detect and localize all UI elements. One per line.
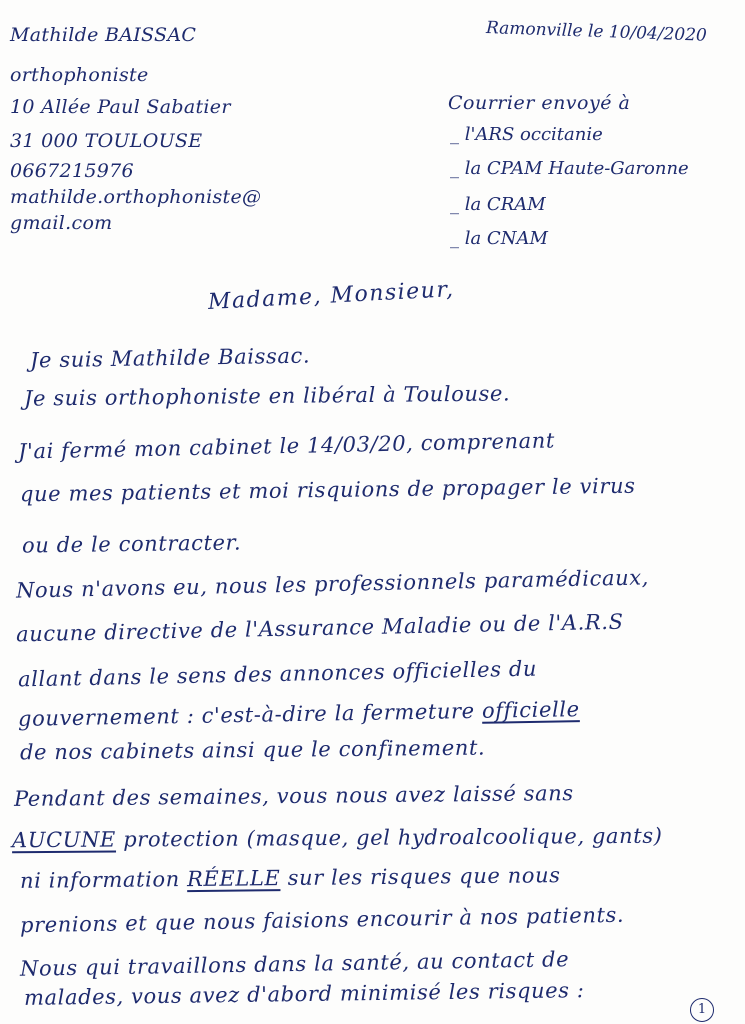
body-line [18, 697, 580, 731]
body-text: gouvernement : c'est-à-dire la fermeture [17, 698, 483, 731]
underlined-word: AUCUNE [11, 827, 117, 853]
body-line: ou de le contracter. [21, 530, 242, 558]
body-line: Nous n'avons eu, nous les professionnels paramédicaux, [15, 565, 650, 603]
recipients-heading: Courrier envoyé à [448, 92, 631, 114]
salutation: Madame, Monsieur, [207, 277, 456, 315]
body-line [12, 824, 663, 853]
recipient-item: _ l'ARS occitanie [450, 124, 603, 145]
sender-email-part-2: gmail.com [10, 212, 113, 234]
body-line: que mes patients et moi risquions de propager le virus [19, 473, 636, 507]
recipient-item: _ la CRAM [450, 194, 546, 215]
body-text: sur les risques que nous [280, 863, 561, 891]
sender-phone: 0667215976 [10, 160, 134, 182]
body-line: de nos cabinets ainsi que le confinement. [19, 735, 486, 765]
sender-street: 10 Allée Paul Sabatier [10, 96, 231, 118]
sender-email-part-1: mathilde.orthophoniste@ [10, 186, 262, 208]
recipient-item: _ la CNAM [450, 228, 548, 249]
underlined-word: RÉELLE [186, 866, 281, 892]
body-line: Je suis Mathilde Baissac. [29, 343, 311, 373]
recipient-item: _ la CPAM Haute-Garonne [450, 158, 689, 179]
body-line: J'ai fermé mon cabinet le 14/03/20, comprenant [17, 428, 556, 464]
body-line: malades, vous avez d'abord minimisé les risques : [23, 978, 585, 1010]
place-and-date: Ramonville le 10/04/2020 [485, 18, 708, 46]
body-line: allant dans le sens des annonces officielles du [17, 656, 538, 692]
body-line: prenions et que nous faisions encourir à nos patients. [19, 902, 625, 938]
body-line: Nous qui travaillons dans la santé, au contact de [19, 947, 570, 981]
page-number: 1 [690, 998, 714, 1022]
body-text: ni information [19, 867, 188, 893]
body-line: Je suis orthophoniste en libéral à Toulouse. [23, 381, 511, 411]
body-text: protection (masque, gel hydroalcoolique, gants) [115, 823, 663, 852]
body-line: Pendant des semaines, vous nous avez laissé sans [13, 781, 574, 811]
sender-profession: orthophoniste [10, 64, 149, 86]
sender-city: 31 000 TOULOUSE [10, 130, 203, 152]
sender-name: Mathilde BAISSAC [10, 24, 197, 46]
body-line: aucune directive de l'Assurance Maladie ou de l'A.R.S [15, 609, 624, 647]
body-line [20, 863, 561, 893]
underlined-word: officielle [481, 697, 580, 723]
